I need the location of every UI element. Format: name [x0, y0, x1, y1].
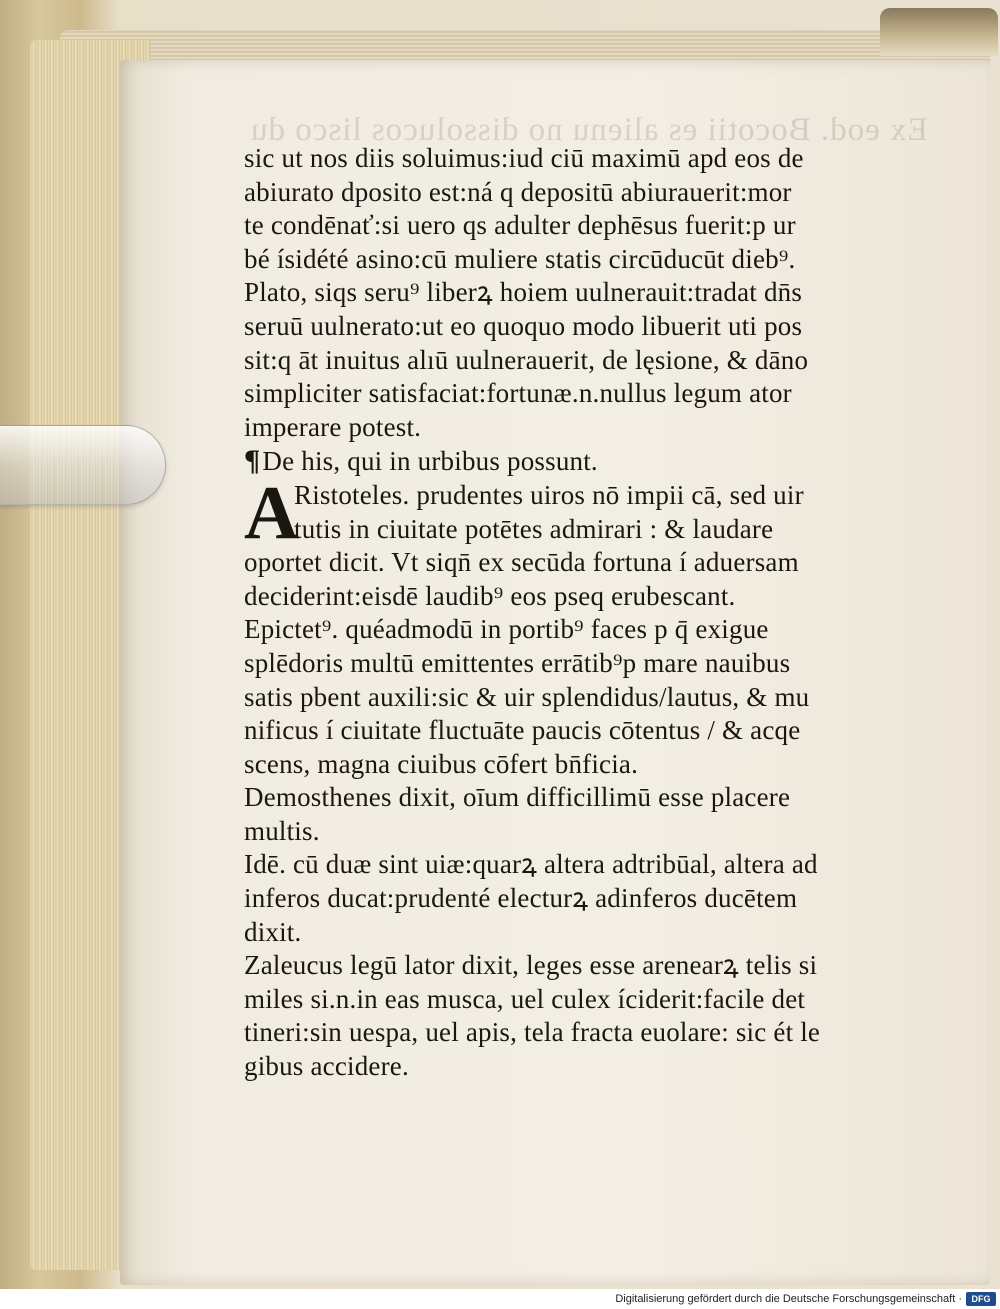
text-line: te condēnať:si uero qs adulter dephēsus fuerit:p ur — [244, 210, 796, 241]
text-line: miles si.n.in eas musca, uel culex íciderit:facile det — [244, 983, 806, 1014]
footer-bar — [0, 1289, 1000, 1309]
text-line: satis pbent auxili:sic & uir splendidus/lautus, & mu — [244, 681, 810, 712]
text-line: Zaleucus legū lator dixit, leges esse arenearꝝ telis si — [244, 950, 818, 981]
page-clip — [0, 425, 166, 505]
paragraph-block — [244, 470, 944, 1084]
text-block-paragraphs — [244, 470, 944, 1084]
text-line: Demosthenes dixit, oīum difficillimū esse placere — [244, 782, 791, 813]
text-line: scens, magna ciuibus cōfert bn̄ficia. — [244, 748, 639, 779]
text-line: Plato, siqs seru⁹ liberꝝ hoiem uulnerauit:tradat dn̄s — [244, 277, 803, 308]
heading-text: De his, qui in urbibus possunt. — [262, 446, 598, 477]
text-line: sic ut nos diis soluimus:iud ciū maximū apd eos de — [244, 143, 804, 173]
drop-capital: A — [244, 470, 299, 555]
bleed-through-text: Ex eod. Bocotii es alienu no dissolucos lisco du — [250, 112, 928, 148]
text-line: inferos ducat:prudenté electurꝝ adinferos ducētem — [244, 883, 798, 914]
text-line: abiurato dposito est:ná q depositū abiurauerit:mor — [244, 176, 792, 207]
text-line: sit:q āt inuitus alıū uulnerauerit, de lęsione, & dāno — [244, 344, 809, 375]
text-line: simpliciter satisfaciat:fortunæ.n.nullus legum ator — [244, 378, 792, 409]
text-line: tutis in ciuitate potētes admirari : & laudare — [294, 513, 774, 544]
text-line: dixit. — [244, 916, 302, 947]
footer-credit: Digitalisierung gefördert durch die Deutsche Forschungsgemeinschaft · — [615, 1293, 962, 1305]
text-line: bé ísidété asino:cū muliere statis circūducūt dieb⁹. — [244, 243, 796, 274]
text-block-top — [244, 142, 944, 444]
text-line: Epictet⁹. quéadmodū in portib⁹ faces p q̄ exigue — [244, 614, 769, 645]
pilcrow-mark: ¶ — [244, 444, 261, 478]
page-text — [244, 142, 944, 1084]
text-line: Idē. cū duæ sint uiæ:quarꝝ altera adtribūal, altera ad — [244, 849, 818, 880]
book-spine — [880, 8, 998, 56]
text-line: Ristoteles. prudentes uiros nō impii cā, sed uir — [294, 479, 804, 510]
text-line: oportet dicit. Vt siqn̄ ex secūda fortuna í aduersam — [244, 547, 799, 578]
text-line: tineri:sin uespa, uel apis, tela fracta euolare: sic ét le — [244, 1017, 821, 1048]
text-line: deciderint:eisdē laudib⁹ eos pseq erubescant. — [244, 580, 736, 611]
text-line: seruū uulnerato:ut eo quoquo modo libuerit uti pos — [244, 310, 803, 341]
section-heading — [244, 444, 944, 479]
dfg-logo: DFG — [966, 1292, 996, 1306]
text-line: splēdoris multū emittentes errātib⁹p mare nauibus — [244, 647, 791, 678]
text-line: imperare potest. — [244, 411, 422, 442]
text-line: gibus accidere. — [244, 1051, 409, 1082]
text-line: nificus í ciuitate fluctuāte paucis cōtentus / & acqe — [244, 715, 801, 746]
text-line: multis. — [244, 815, 320, 846]
